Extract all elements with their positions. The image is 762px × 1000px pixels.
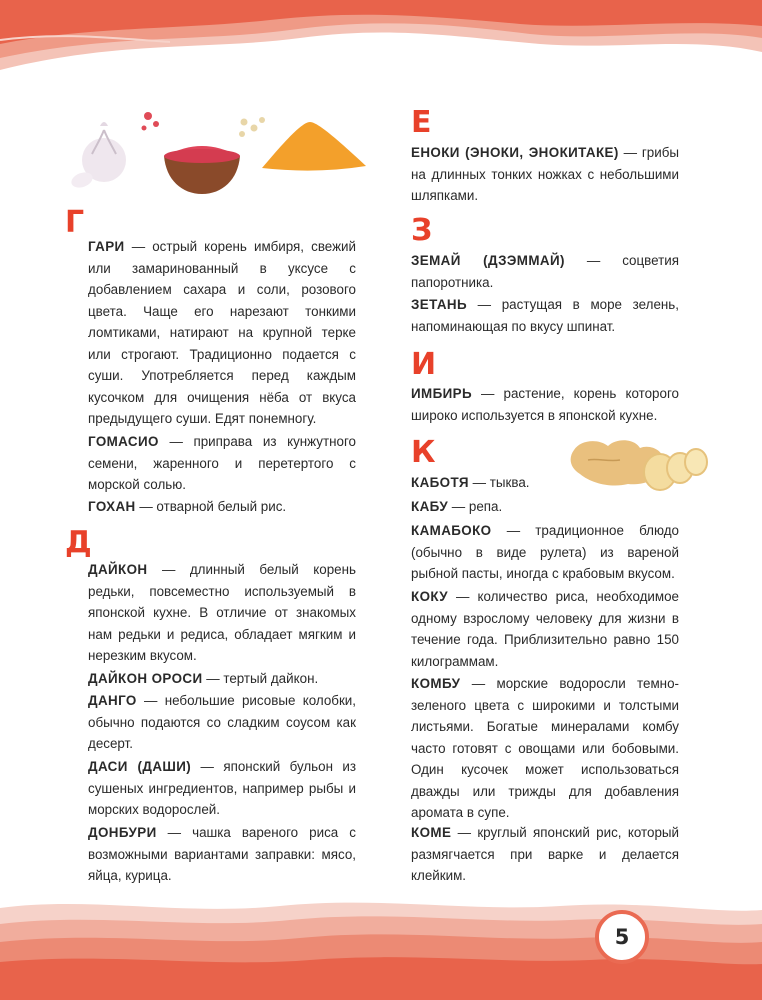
seeds-icon <box>239 117 265 137</box>
red-salt-bowl-icon <box>142 112 241 194</box>
entry-dasi <box>88 756 356 821</box>
term-gomasio: ГОМАСИО <box>88 434 159 449</box>
garlic-icon <box>69 122 126 190</box>
entry-zemai <box>411 250 679 293</box>
term-zetan: ЗЕТАНЬ <box>411 297 468 312</box>
page-number-badge <box>595 910 649 964</box>
definition-kabu: — репа. <box>448 499 503 514</box>
section-letter-k: К <box>411 435 436 470</box>
section-letter-z: З <box>411 213 433 248</box>
entry-dango <box>88 690 356 755</box>
term-kombu: КОМБУ <box>411 676 461 691</box>
definition-imbir: — растение, корень которого широко используется в японской кухне. <box>411 386 679 423</box>
entry-daikon <box>88 559 356 667</box>
entry-kamaboko <box>411 520 679 585</box>
term-koku: КОКУ <box>411 589 449 604</box>
entry-koku <box>411 586 679 672</box>
entry-kombu <box>411 673 679 824</box>
definition-daikon-oroshi: — тертый дайкон. <box>202 671 319 686</box>
entry-kabu <box>411 496 561 518</box>
entry-gari <box>88 236 356 430</box>
definition-dango: — небольшие рисовые колобки, обычно подаются со сладким соусом как десерт. <box>88 693 356 751</box>
definition-gari: — острый корень имбиря, свежий или замаринованный в уксусе с добавлением сахара и соли, розового цвета. Чаще его нарезают тонкими ломтиками, натирают на крупной терке или строгают. Традиционно подается с суши. Употребляется перед каждым кусочком для очищения нёба от вкуса предыдущего суши. Едят понемногу. <box>88 239 356 426</box>
definition-donburi: — чашка вареного риса с возможными вариантами заправки: мясо, яйца, курица. <box>88 825 356 883</box>
definition-enoki: — грибы на длинных тонких ножках с небольшими шляпками. <box>411 145 679 203</box>
page-number: 5 <box>614 925 630 949</box>
section-letter-d: Д <box>65 525 92 560</box>
entry-imbir <box>411 383 679 426</box>
entry-daikon-oroshi <box>88 668 356 690</box>
definition-dasi: — японский бульон из сушеных ингредиентов, например рыбы и морских водорослей. <box>88 759 356 817</box>
section-letter-g: Г <box>65 205 85 240</box>
term-enoki: ЕНОКИ (ЭНОКИ, ЭНОКИТАКЕ) <box>411 145 619 160</box>
section-letter-i: И <box>411 347 437 382</box>
definition-kombu: — морские водоросли темно-зеленого цвета с широкими и толстыми листьями. Богатые минералами комбу часто готовят с овощами или бобовыми. Один кусочек может использоваться дважды или трижды для добавления аромата в супе. <box>411 676 679 820</box>
definition-daikon: — длинный белый корень редьки, повсеместно используемый в японской кухне. В отличие от знакомых нам редьки и редиса, обладает мягким и нерезким вкусом. <box>88 562 356 663</box>
term-zemai: ЗЕМАЙ (ДЗЭММАЙ) <box>411 253 565 268</box>
definition-gomasio: — приправа из кунжутного семени, жаренного и перетертого с морской солью. <box>88 434 356 492</box>
section-letter-e: Е <box>411 105 432 140</box>
definition-gohan: — отварной белый рис. <box>135 499 287 514</box>
entry-gohan <box>88 496 356 518</box>
definition-zemai: — соцветия папоротника. <box>411 253 679 290</box>
term-gohan: ГОХАН <box>88 499 136 514</box>
entry-kome <box>411 822 679 887</box>
definition-kome: — круглый японский рис, который размягчается при варке и делается клейким. <box>411 825 679 883</box>
term-dasi: ДАСИ (ДАШИ) <box>88 759 192 774</box>
definition-kabotya: — тыква. <box>468 475 530 490</box>
term-kamaboko: КАМАБОКО <box>411 523 492 538</box>
entry-gomasio <box>88 431 356 496</box>
term-daikon: ДАЙКОН <box>88 562 148 577</box>
entry-enoki <box>411 142 679 207</box>
definition-kamaboko: — традиционное блюдо (обычно в виде рулета) из вареной рыбной пасты, иногда с крабовым вкусом. <box>411 523 679 581</box>
term-daikon-oroshi: ДАЙКОН ОРОСИ <box>88 671 203 686</box>
term-gari: ГАРИ <box>88 239 125 254</box>
term-imbir: ИМБИРЬ <box>411 386 472 401</box>
term-kome: КОМЕ <box>411 825 452 840</box>
term-kabotya: КАБОТЯ <box>411 475 469 490</box>
term-kabu: КАБУ <box>411 499 449 514</box>
turmeric-pile-icon <box>262 122 366 171</box>
ginger-illustration <box>568 432 712 494</box>
term-donburi: ДОНБУРИ <box>88 825 157 840</box>
spices-illustration <box>66 108 366 200</box>
entry-kabotya <box>411 472 561 494</box>
top-wave-decoration <box>0 0 762 100</box>
definition-koku: — количество риса, необходимое одному взрослому человеку для жизни в течение года. Приблизительно равно 150 килограммам. <box>411 589 679 669</box>
definition-zetan: — растущая в море зелень, напоминающая по вкусу шпинат. <box>411 297 679 334</box>
entry-zetan <box>411 294 679 337</box>
term-dango: ДАНГО <box>88 693 137 708</box>
entry-donburi <box>88 822 356 887</box>
